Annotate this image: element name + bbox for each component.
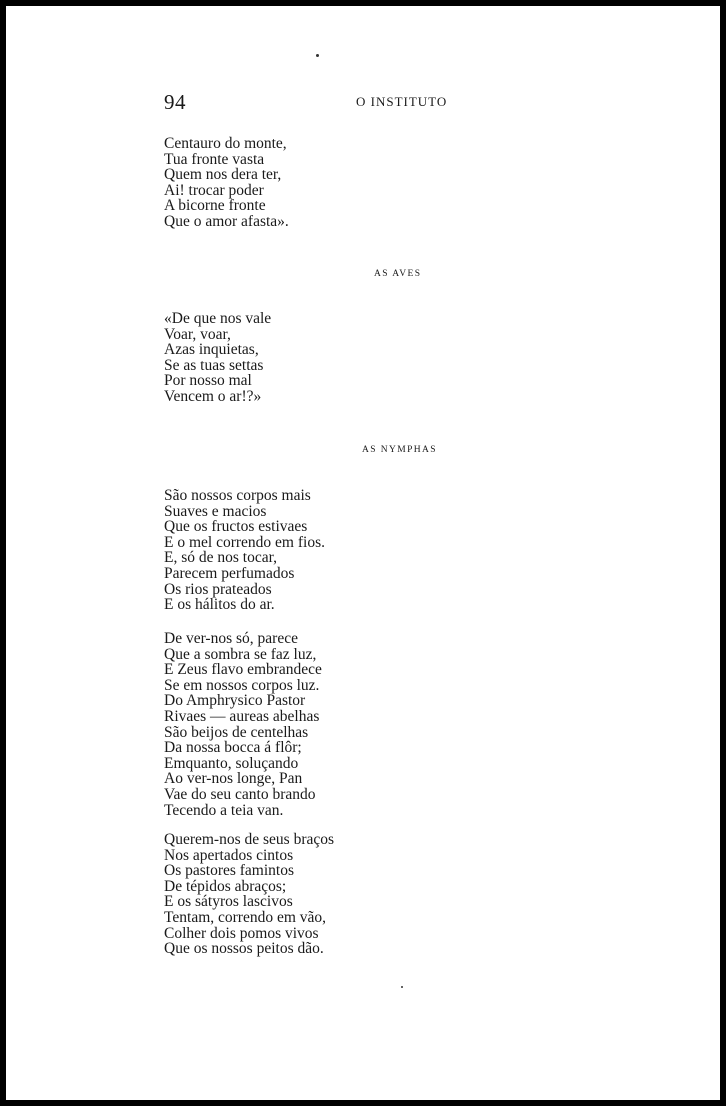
verse-line: Do Amphrysico Pastor [164,692,306,710]
verse-line: Os rios prateados [164,580,272,598]
verse-line: Tentam, correndo em vão, [164,908,327,926]
verse-line: Suaves e macios [164,502,267,520]
page-number: 94 [164,90,186,114]
verse-line: Voar, voar, [164,325,231,343]
verse-line: E os hálitos do ar. [164,596,275,614]
verse-line: Querem-nos de seus braços [164,831,335,848]
verse-line: Azas inquietas, [164,341,259,359]
opening-stanza [164,136,289,230]
verse-line: Vencem o ar!?» [164,387,262,405]
verse-line: Que a sombra se faz luz, [164,645,317,663]
aves-stanza [164,311,271,405]
verse-line: Quem nos dera ter, [164,166,282,184]
verse-line: Se em nossos corpos luz. [164,676,320,694]
verse-line: São nossos corpos mais [164,487,311,504]
verse-line: Ao ver-nos longe, Pan [164,770,303,788]
verse-line: Os pastores famintos [164,862,295,880]
verse-line: Ai! trocar poder [164,181,264,199]
print-speck [316,54,319,57]
verse-line: São beijos de centelhas [164,723,309,741]
section-heading-aves: AS AVES [374,269,422,279]
print-speck [401,986,403,988]
section-heading-nymphas: AS NYMPHAS [362,445,437,455]
nymphas-stanza-2 [164,631,322,818]
verse-line: E os sátyros lascivos [164,893,293,911]
nymphas-stanza-3 [164,832,334,957]
verse-line: «De que nos vale [164,310,272,327]
verse-line: Nos apertados cintos [164,846,294,864]
verse-line: Emquanto, soluçando [164,754,299,772]
verse-line: Que o amor afasta». [164,212,289,230]
verse-line: A bicorne fronte [164,197,266,215]
verse-line: Colher dois pomos vivos [164,924,319,942]
nymphas-stanza-1 [164,488,325,613]
running-title: O INSTITUTO [356,94,448,109]
verse-line: Que os nossos peitos dão. [164,940,324,958]
verse-line: Vae do seu canto brando [164,785,316,803]
verse-line: Tua fronte vasta [164,150,265,168]
verse-line: Que os fructos estivaes [164,518,308,536]
verse-line: Parecem perfumados [164,564,295,582]
verse-line: E o mel correndo em fios. [164,533,325,551]
verse-line: Se as tuas settas [164,356,264,374]
verse-line: Rivaes — aureas abelhas [164,707,320,725]
verse-line: De ver-nos só, parece [164,630,298,647]
verse-line: De tépidos abraços; [164,877,287,895]
verse-line: Tecendo a teia van. [164,801,284,819]
verse-line: E, só de nos tocar, [164,549,278,567]
verse-line: Da nossa bocca á flôr; [164,739,302,757]
verse-line: Centauro do monte, [164,135,287,152]
verse-line: E Zeus flavo embrandece [164,661,322,679]
verse-line: Por nosso mal [164,372,252,390]
